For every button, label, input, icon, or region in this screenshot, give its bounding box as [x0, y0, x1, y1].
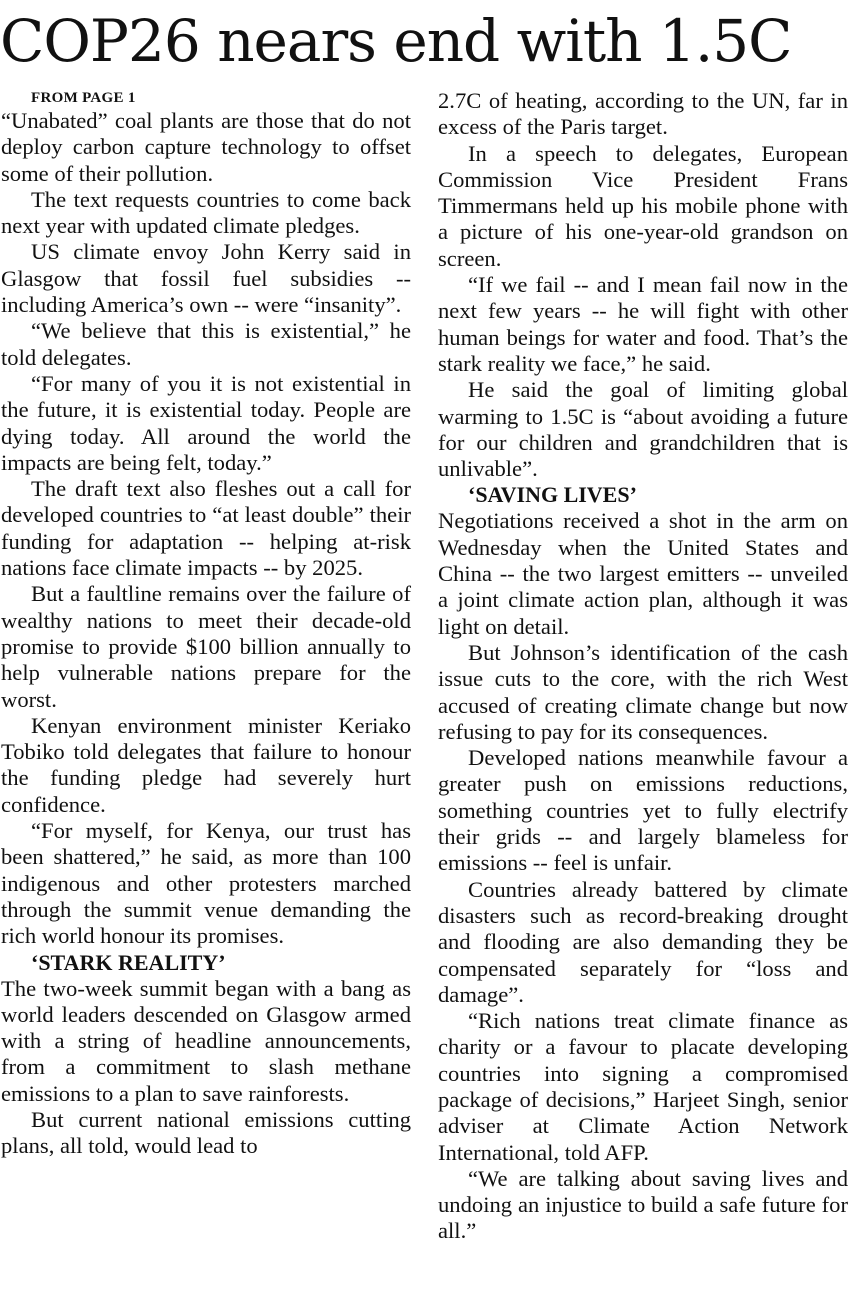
headline: COP26 nears end with 1.5C: [0, 7, 792, 75]
article-paragraph: Negotiations received a shot in the arm on Wednesday when the United States and China -- the two largest emitters -- unveiled a joint climate action plan, although it was light on detail.: [438, 508, 848, 639]
article-paragraph: Developed nations meanwhile favour a greater push on emissions reductions, something countries yet to fully electrify their grids -- and largely blameless for emissions -- feel is unfair.: [438, 745, 848, 876]
article-paragraph: The text requests countries to come back next year with updated climate pledges.: [1, 186, 411, 239]
article-paragraph: Kenyan environment minister Keriako Tobiko told delegates that failure to honour the funding pledge had severely hurt confidence.: [1, 712, 411, 817]
article-paragraph: “Unabated” coal plants are those that do not deploy carbon capture technology to offset some of their pollution.: [1, 108, 411, 186]
article-paragraph: The draft text also fleshes out a call for developed countries to “at least double” their funding for adaptation -- helping at-risk nations face climate impacts -- by 2025.: [1, 476, 411, 581]
article-paragraph: “For many of you it is not existential in the future, it is existential today. People are dying today. All around the world the impacts are being felt, today.”: [1, 370, 411, 475]
article-paragraph: “We are talking about saving lives and undoing an injustice to build a safe future for all.”: [438, 1165, 848, 1244]
article-paragraph: 2.7C of heating, according to the UN, far in excess of the Paris target.: [438, 88, 848, 140]
article-column-left: [1, 88, 411, 1160]
article-paragraph: “Rich nations treat climate finance as charity or a favour to placate developing countries into signing a compromised package of decisions,” Harjeet Singh, senior adviser at Climate Action Network International, told AFP.: [438, 1008, 848, 1165]
article-paragraph: The two-week summit began with a bang as world leaders descended on Glasgow armed with a string of headline announcements, from a commitment to slash methane emissions to a plan to save rainforests.: [1, 975, 411, 1106]
article-paragraph: US climate envoy John Kerry said in Glasgow that fossil fuel subsidies -- including America’s own -- were “insanity”.: [1, 239, 411, 318]
article-paragraph: “For myself, for Kenya, our trust has been shattered,” he said, as more than 100 indigenous and other protesters marched through the summit venue demanding the rich world honour its promises.: [1, 818, 411, 949]
continuation-kicker: FROM PAGE 1: [31, 90, 136, 106]
article-column-right: [438, 88, 848, 1245]
article-paragraph: But Johnson’s identification of the cash issue cuts to the core, with the rich West accused of creating climate change but now refusing to pay for its consequences.: [438, 639, 848, 744]
article-paragraph: Countries already battered by climate disasters such as record-breaking drought and flooding are also demanding they be compensated separately for “loss and damage”.: [438, 876, 848, 1007]
subhead-saving-lives: ‘SAVING LIVES’: [468, 482, 637, 508]
subhead-stark-reality: ‘STARK REALITY’: [31, 949, 226, 975]
article-paragraph: In a speech to delegates, European Commission Vice President Frans Timmermans held up his mobile phone with a picture of his one-year-old grandson on screen.: [438, 140, 848, 271]
article-paragraph: “If we fail -- and I mean fail now in the next few years -- he will fight with other human beings for water and food. That’s the stark reality we face,” he said.: [438, 272, 848, 376]
article-paragraph: But current national emissions cutting plans, all told, would lead to: [1, 1106, 411, 1159]
article-paragraph: But a faultline remains over the failure of wealthy nations to meet their decade-old promise to provide $100 billion annually to help vulnerable nations prepare for the worst.: [1, 581, 411, 712]
article-paragraph: He said the goal of limiting global warming to 1.5C is “about avoiding a future for our children and grandchildren that is unlivable”.: [438, 377, 848, 482]
article-paragraph: “We believe that this is existential,” he told delegates.: [1, 318, 411, 370]
